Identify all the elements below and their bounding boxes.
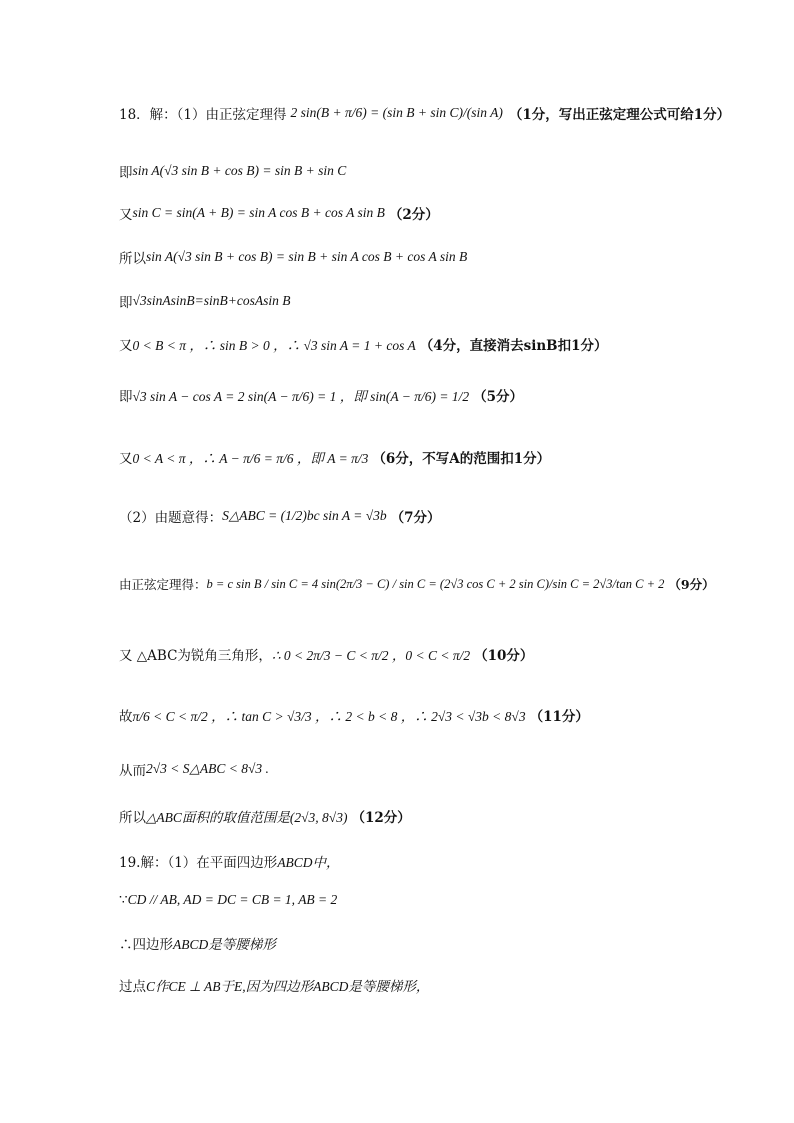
line-16-math: CD // AB, AD = DC = CB = 1, AB = 2 [127,892,338,907]
line-18-math: C作CE ⊥ AB于E,因为四边形ABCD是等腰梯形， [146,979,430,994]
line-4-label: 所以 [119,251,146,267]
line-12 [119,705,589,725]
line-3-label: 又 [119,207,133,223]
line-17-math: ABCD是等腰梯形 [173,937,276,952]
line-3-math: sin C = sin(A + B) = sin A cos B + cos A sin B [132,205,385,220]
line-5 [119,291,291,311]
line-16-label: ∵ [119,892,128,908]
line-5-label: 即 [119,295,133,311]
line-2 [119,161,346,181]
line-3 [119,203,439,223]
line-13-label: 从而 [119,763,146,779]
line-17-label: ∴四边形 [119,937,173,953]
line-7-math: √3 sin A − cos A = 2 sin(A − π/6) = 1 ，即 sin(A − π/6) = 1/2 [132,389,470,404]
line-4-math: sin A(√3 sin B + cos B) = sin B + sin A cos B + cos A sin B [146,249,468,264]
line-15-label: 19.解：（1）在平面四边形 [119,855,278,871]
line-7 [119,385,523,405]
line-1-note: （1分，写出正弦定理公式可给1分） [508,107,731,123]
line-10-math: b = c sin B / sin C = 4 sin(2π/3 − C) / sin C = (2√3 cos C + 2 sin C)/sin C = 2√3/tan C + 2 [206,576,665,591]
line-10-note: （9分） [668,577,715,592]
line-13-math: 2√3 < S△ABC < 8√3 . [146,761,269,776]
line-2-label: 即 [119,165,133,181]
line-9 [119,506,441,526]
line-10 [119,575,715,593]
line-18 [119,975,429,995]
line-12-math: π/6 < C < π/2 ，∴ tan C > √3/3 ，∴ 2 < b < 8 ，∴ 2√3 < √3b < 8√3 [132,709,526,724]
line-14-label: 所以 [119,810,146,826]
line-1 [119,103,730,123]
line-13 [119,759,269,779]
line-7-note: （5分） [473,389,524,405]
line-15-math: ABCD中， [277,855,340,870]
line-6-note: （4分，直接消去sinB扣1分） [419,338,608,354]
line-14 [119,806,411,826]
line-14-math: △ABC面积的取值范围是(2√3, 8√3) [146,810,348,825]
line-6-label: 又 [119,338,133,354]
line-11-label: 又 △ABC为锐角三角形， [119,648,272,664]
line-2-math: sin A(√3 sin B + cos B) = sin B + sin C [132,163,347,178]
line-17 [119,933,276,953]
line-8 [119,447,550,467]
line-8-note: （6分，不写A的范围扣1分） [372,451,551,467]
line-16 [119,892,337,908]
line-7-label: 即 [119,389,133,405]
line-12-note: （11分） [529,709,589,725]
line-14-note: （12分） [351,810,411,826]
line-11-math: ∴ 0 < 2π/3 − C < π/2 ，0 < C < π/2 [271,648,471,663]
line-1-math: 2 sin(B + π/6) = (sin B + sin C)/(sin A) [290,105,503,120]
line-15 [119,851,340,871]
line-3-note: （2分） [388,207,439,223]
line-4 [119,247,467,267]
line-11-note: （10分） [474,648,534,664]
line-12-label: 故 [119,709,133,725]
line-11 [119,644,533,664]
line-9-math: S△ABC = (1/2)bc sin A = √3b [222,508,387,523]
line-9-label: （2）由题意得： [119,510,223,526]
line-18-label: 过点 [119,979,146,995]
line-6 [119,334,607,354]
line-8-label: 又 [119,451,133,467]
line-1-label: 18．解：（1）由正弦定理得 [119,107,287,123]
line-10-label: 由正弦定理得： [119,577,207,592]
line-5-math: √3sinAsinB=sinB+cosAsin B [132,293,291,308]
line-6-math: 0 < B < π ，∴ sin B > 0 ，∴ √3 sin A = 1 + cos A [132,338,416,353]
line-8-math: 0 < A < π ，∴ A − π/6 = π/6 ，即 A = π/3 [132,451,369,466]
line-9-note: （7分） [390,510,441,526]
